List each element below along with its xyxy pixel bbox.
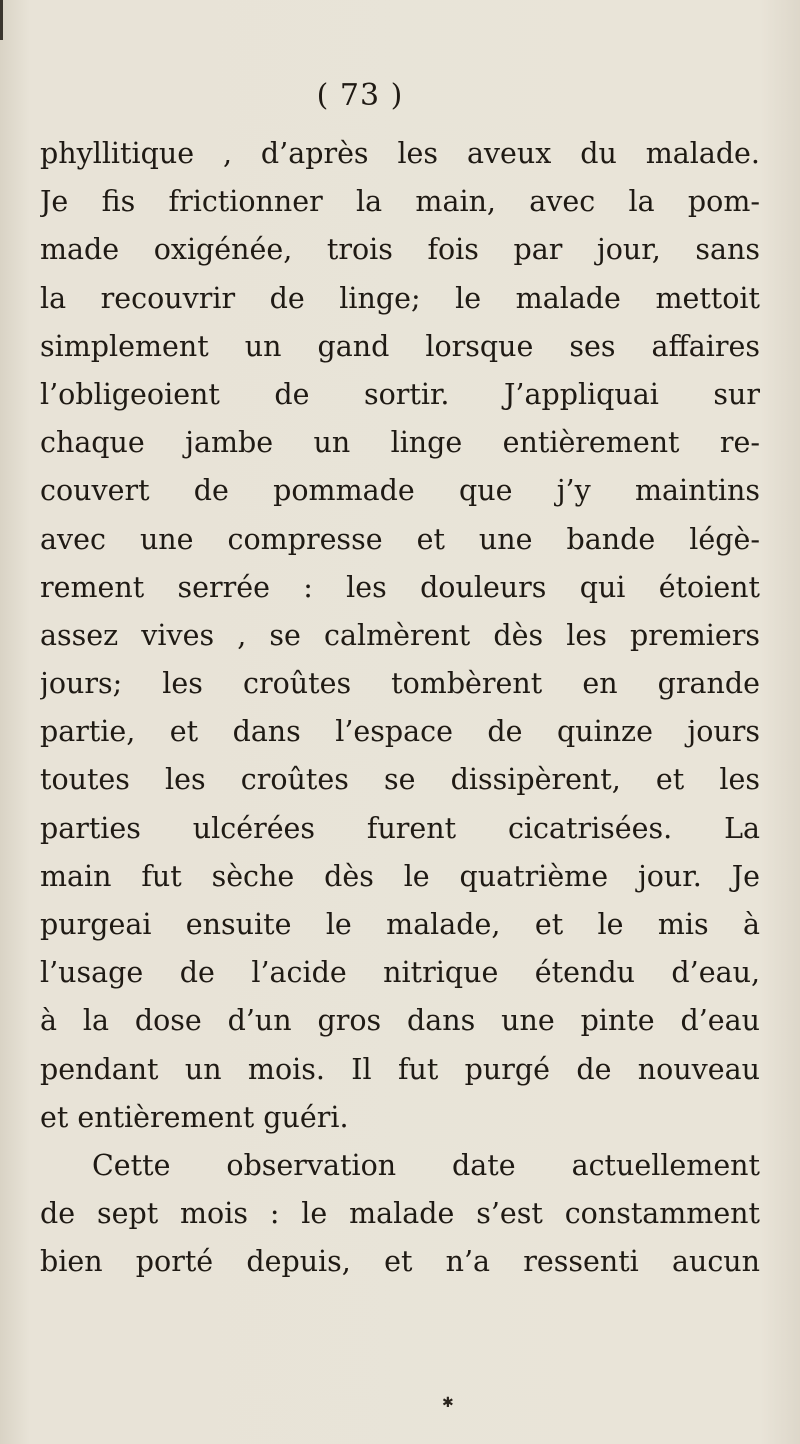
ink-speck: ✱ bbox=[442, 1395, 454, 1411]
text-line: main fut sèche dès le quatrième jour. Je bbox=[40, 859, 760, 893]
text-line: Cette observation date actuellement bbox=[92, 1148, 760, 1182]
text-line: partie, et dans l’espace de quinze jours bbox=[40, 715, 760, 749]
body-text bbox=[40, 130, 760, 1287]
text-line: rement serrée : les douleurs qui étoient bbox=[40, 570, 760, 604]
text-line: et entièrement guéri. bbox=[40, 1100, 349, 1134]
text-line: assez vives , se calmèrent dès les premiers bbox=[40, 618, 760, 652]
page-number: ( 73 ) bbox=[316, 78, 404, 113]
text-line: pendant un mois. Il fut purgé de nouveau bbox=[40, 1052, 760, 1086]
text-line: made oxigénée, trois fois par jour, sans bbox=[40, 233, 760, 267]
text-line: de sept mois : le malade s’est constamment bbox=[40, 1197, 760, 1231]
text-line: bien porté depuis, et n’a ressenti aucun bbox=[40, 1245, 760, 1279]
text-line: l’usage de l’acide nitrique étendu d’eau, bbox=[40, 956, 760, 990]
text-line: couvert de pommade que j’y maintins bbox=[40, 474, 760, 508]
text-line: purgeai ensuite le malade, et le mis à bbox=[40, 908, 760, 941]
text-line: l’obligeoient de sortir. J’appliquai sur bbox=[40, 377, 760, 411]
text-line: parties ulcérées furent cicatrisées. La bbox=[40, 811, 760, 845]
text-line: jours; les croûtes tombèrent en grande bbox=[40, 667, 760, 701]
text-line: avec une compresse et une bande légè- bbox=[40, 522, 760, 556]
text-line: Je fis frictionner la main, avec la pom- bbox=[40, 185, 760, 219]
text-line: phyllitique , d’après les aveux du malade. bbox=[40, 137, 760, 170]
text-line: chaque jambe un linge entièrement re- bbox=[40, 426, 760, 460]
page-edge-mark bbox=[0, 0, 3, 40]
text-line: la recouvrir de linge; le malade mettoit bbox=[40, 281, 760, 315]
text-line: à la dose d’un gros dans une pinte d’eau bbox=[40, 1004, 760, 1038]
text-line: simplement un gand lorsque ses affaires bbox=[40, 329, 760, 363]
text-line: toutes les croûtes se dissipèrent, et les bbox=[40, 763, 760, 797]
